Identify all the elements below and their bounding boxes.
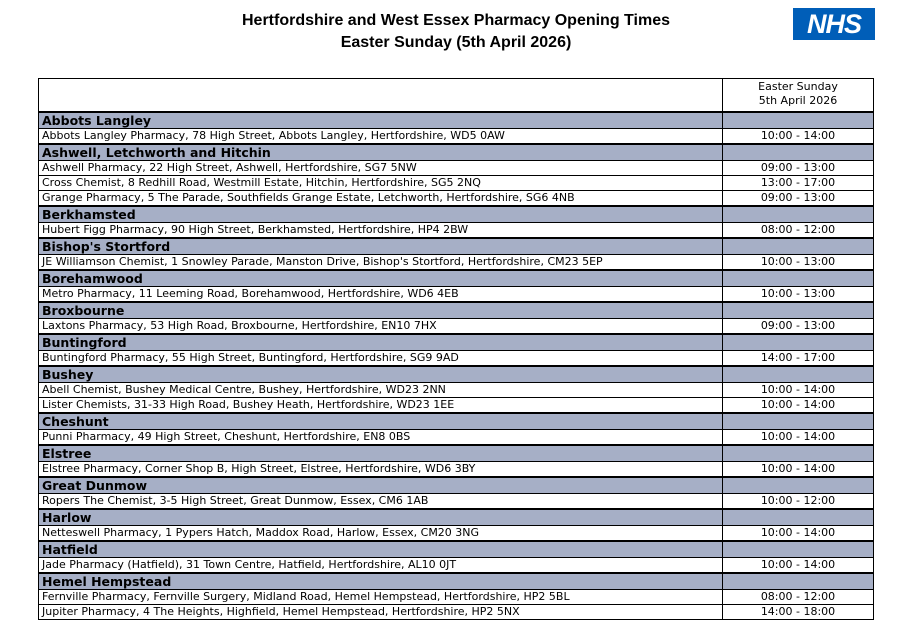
table-row [39, 319, 874, 335]
town-header-row [39, 206, 874, 223]
town-name: Elstree [39, 445, 723, 462]
town-hours-blank [723, 509, 874, 526]
table-row [39, 255, 874, 271]
table-row [39, 383, 874, 398]
pharmacy-address: Netteswell Pharmacy, 1 Pypers Hatch, Maddox Road, Harlow, Essex, CM20 3NG [39, 526, 723, 542]
town-header-row [39, 573, 874, 590]
pharmacy-address: Abell Chemist, Bushey Medical Centre, Bushey, Hertfordshire, WD23 2NN [39, 383, 723, 398]
table-row [39, 161, 874, 176]
town-hours-blank [723, 144, 874, 161]
pharmacy-hours: 10:00 - 14:00 [723, 430, 874, 446]
town-hours-blank [723, 541, 874, 558]
town-name: Hatfield [39, 541, 723, 558]
table-row [39, 494, 874, 510]
pharmacy-hours: 14:00 - 17:00 [723, 351, 874, 367]
town-name: Ashwell, Letchworth and Hitchin [39, 144, 723, 161]
town-hours-blank [723, 206, 874, 223]
town-name: Buntingford [39, 334, 723, 351]
pharmacy-hours: 10:00 - 14:00 [723, 558, 874, 574]
pharmacy-address: Punni Pharmacy, 49 High Street, Cheshunt, Hertfordshire, EN8 0BS [39, 430, 723, 446]
pharmacy-hours: 09:00 - 13:00 [723, 161, 874, 176]
pharmacy-address: Hubert Figg Pharmacy, 90 High Street, Berkhamsted, Hertfordshire, HP4 2BW [39, 223, 723, 239]
town-name: Berkhamsted [39, 206, 723, 223]
town-header-row [39, 366, 874, 383]
table-row [39, 590, 874, 605]
table-row [39, 129, 874, 145]
title-line-1: Hertfordshire and West Essex Pharmacy Opening Times [242, 12, 670, 29]
hours-column-header [723, 79, 874, 113]
table-body [39, 112, 874, 620]
pharmacy-address: JE Williamson Chemist, 1 Snowley Parade, Manston Drive, Bishop's Stortford, Hertfordshire, CM23 5EP [39, 255, 723, 271]
pharmacy-address: Lister Chemists, 31-33 High Road, Bushey Heath, Hertfordshire, WD23 1EE [39, 398, 723, 414]
town-name: Harlow [39, 509, 723, 526]
table-row [39, 398, 874, 414]
pharmacy-hours: 10:00 - 12:00 [723, 494, 874, 510]
town-hours-blank [723, 238, 874, 255]
pharmacy-hours: 10:00 - 14:00 [723, 462, 874, 478]
town-header-row [39, 334, 874, 351]
pharmacy-address: Ashwell Pharmacy, 22 High Street, Ashwell, Hertfordshire, SG7 5NW [39, 161, 723, 176]
opening-times-table [38, 78, 874, 620]
title-line-2: Easter Sunday (5th April 2026) [340, 34, 572, 51]
pharmacy-address: Buntingford Pharmacy, 55 High Street, Buntingford, Hertfordshire, SG9 9AD [39, 351, 723, 367]
pharmacy-address: Grange Pharmacy, 5 The Parade, Southfields Grange Estate, Letchworth, Hertfordshire, SG6 4NB [39, 191, 723, 207]
pharmacy-address: Metro Pharmacy, 11 Leeming Road, Borehamwood, Hertfordshire, WD6 4EB [39, 287, 723, 303]
town-hours-blank [723, 334, 874, 351]
pharmacy-hours: 10:00 - 14:00 [723, 526, 874, 542]
pharmacy-address: Fernville Pharmacy, Fernville Surgery, Midland Road, Hemel Hempstead, Hertfordshire, HP2 5BL [39, 590, 723, 605]
pharmacy-hours: 10:00 - 13:00 [723, 287, 874, 303]
table-row [39, 605, 874, 620]
pharmacy-address: Jade Pharmacy (Hatfield), 31 Town Centre, Hatfield, Hertfordshire, AL10 0JT [39, 558, 723, 574]
town-header-row [39, 445, 874, 462]
town-name: Great Dunmow [39, 477, 723, 494]
nhs-logo: NHS [793, 8, 875, 40]
pharmacy-hours: 13:00 - 17:00 [723, 176, 874, 191]
pharmacy-hours: 08:00 - 12:00 [723, 590, 874, 605]
hours-header-line-1: Easter Sunday [758, 80, 838, 93]
town-name: Borehamwood [39, 270, 723, 287]
town-header-row [39, 144, 874, 161]
table-row [39, 526, 874, 542]
town-name: Bushey [39, 366, 723, 383]
table-row [39, 223, 874, 239]
town-hours-blank [723, 573, 874, 590]
pharmacy-hours: 14:00 - 18:00 [723, 605, 874, 620]
town-hours-blank [723, 477, 874, 494]
table-row [39, 191, 874, 207]
pharmacy-hours: 10:00 - 14:00 [723, 398, 874, 414]
table-row [39, 430, 874, 446]
pharmacy-hours: 10:00 - 14:00 [723, 129, 874, 145]
table-row [39, 176, 874, 191]
pharmacy-hours: 10:00 - 13:00 [723, 255, 874, 271]
address-column-header [39, 79, 723, 113]
town-header-row [39, 413, 874, 430]
pharmacy-hours: 10:00 - 14:00 [723, 383, 874, 398]
table-row [39, 287, 874, 303]
town-name: Hemel Hempstead [39, 573, 723, 590]
table-row [39, 558, 874, 574]
pharmacy-address: Cross Chemist, 8 Redhill Road, Westmill Estate, Hitchin, Hertfordshire, SG5 2NQ [39, 176, 723, 191]
town-header-row [39, 541, 874, 558]
pharmacy-hours: 08:00 - 12:00 [723, 223, 874, 239]
town-header-row [39, 270, 874, 287]
table-header-row [39, 79, 874, 113]
town-header-row [39, 238, 874, 255]
pharmacy-hours: 09:00 - 13:00 [723, 191, 874, 207]
town-hours-blank [723, 112, 874, 129]
hours-header-line-2: 5th April 2026 [758, 94, 838, 107]
town-hours-blank [723, 413, 874, 430]
town-hours-blank [723, 445, 874, 462]
table-row [39, 462, 874, 478]
pharmacy-address: Abbots Langley Pharmacy, 78 High Street, Abbots Langley, Hertfordshire, WD5 0AW [39, 129, 723, 145]
town-hours-blank [723, 302, 874, 319]
pharmacy-address: Laxtons Pharmacy, 53 High Road, Broxbourne, Hertfordshire, EN10 7HX [39, 319, 723, 335]
town-name: Broxbourne [39, 302, 723, 319]
town-header-row [39, 509, 874, 526]
town-name: Bishop's Stortford [39, 238, 723, 255]
pharmacy-address: Elstree Pharmacy, Corner Shop B, High Street, Elstree, Hertfordshire, WD6 3BY [39, 462, 723, 478]
town-name: Abbots Langley [39, 112, 723, 129]
pharmacy-address: Jupiter Pharmacy, 4 The Heights, Highfield, Hemel Hempstead, Hertfordshire, HP2 5NX [39, 605, 723, 620]
town-hours-blank [723, 270, 874, 287]
pharmacy-address: Ropers The Chemist, 3-5 High Street, Great Dunmow, Essex, CM6 1AB [39, 494, 723, 510]
town-header-row [39, 477, 874, 494]
document-title [0, 10, 912, 54]
town-header-row [39, 112, 874, 129]
town-name: Cheshunt [39, 413, 723, 430]
table-row [39, 351, 874, 367]
pharmacy-hours: 09:00 - 13:00 [723, 319, 874, 335]
town-header-row [39, 302, 874, 319]
town-hours-blank [723, 366, 874, 383]
